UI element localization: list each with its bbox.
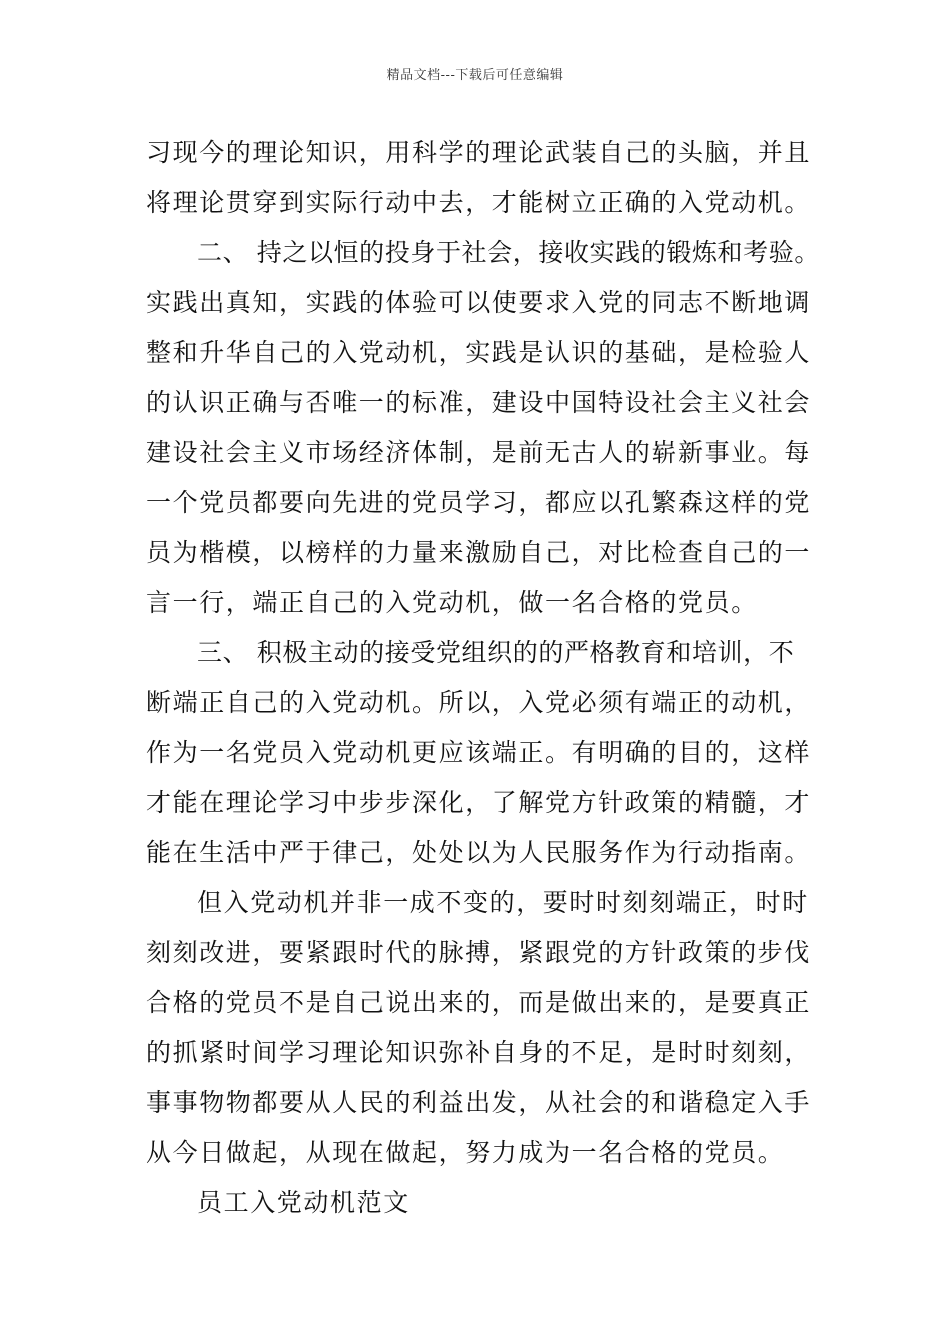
- text-line: 从今日做起，从现在做起，努力成为一名合格的党员。: [146, 1138, 785, 1167]
- section-title: 员工入党动机范文: [197, 1188, 410, 1217]
- text-line: 实践出真知，实践的体验可以使要求入党的同志不断地调: [146, 288, 812, 317]
- document-body: [146, 128, 836, 1228]
- section-heading-three: 三、 积极主动的接受党组织的的严格教育和培训，不: [197, 638, 795, 667]
- text-line: 一个党员都要向先进的党员学习，都应以孔繁森这样的党: [146, 488, 812, 517]
- text-line: 才能在理论学习中步步深化，了解党方针政策的精髓，才: [146, 788, 812, 817]
- paragraph-start: 但入党动机并非一成不变的，要时时刻刻端正，时时: [197, 888, 809, 917]
- text-line: 能在生活中严于律己，处处以为人民服务作为行动指南。: [146, 838, 812, 867]
- text-line: 的抓紧时间学习理论知识弥补自身的不足，是时时刻刻，: [146, 1038, 812, 1067]
- page-header: 精品文档---下载后可任意编辑: [386, 68, 564, 83]
- text-line: 刻刻改进，要紧跟时代的脉搏，紧跟党的方针政策的步伐: [146, 938, 812, 967]
- text-line: 断端正自己的入党动机。所以，入党必须有端正的动机，: [146, 688, 812, 717]
- text-line: 作为一名党员入党动机更应该端正。有明确的目的，这样: [146, 738, 812, 767]
- text-line: 员为楷模，以榜样的力量来激励自己，对比检查自己的一: [146, 538, 812, 567]
- text-line: 的认识正确与否唯一的标准，建设中国特设社会主义社会: [146, 388, 812, 417]
- text-line: 将理论贯穿到实际行动中去，才能树立正确的入党动机。: [146, 188, 812, 217]
- text-line: 言一行，端正自己的入党动机，做一名合格的党员。: [146, 588, 758, 617]
- text-line: 习现今的理论知识，用科学的理论武装自己的头脑，并且: [146, 138, 812, 167]
- text-line: 合格的党员不是自己说出来的，而是做出来的，是要真正: [146, 988, 812, 1017]
- text-line: 整和升华自己的入党动机，实践是认识的基础，是检验人: [146, 338, 812, 367]
- section-heading-two: 二、 持之以恒的投身于社会，接收实践的锻炼和考验。: [197, 238, 820, 267]
- text-line: 建设社会主义市场经济体制，是前无古人的崭新事业。每: [146, 438, 812, 467]
- text-line: 事事物物都要从人民的利益出发，从社会的和谐稳定入手: [146, 1088, 812, 1117]
